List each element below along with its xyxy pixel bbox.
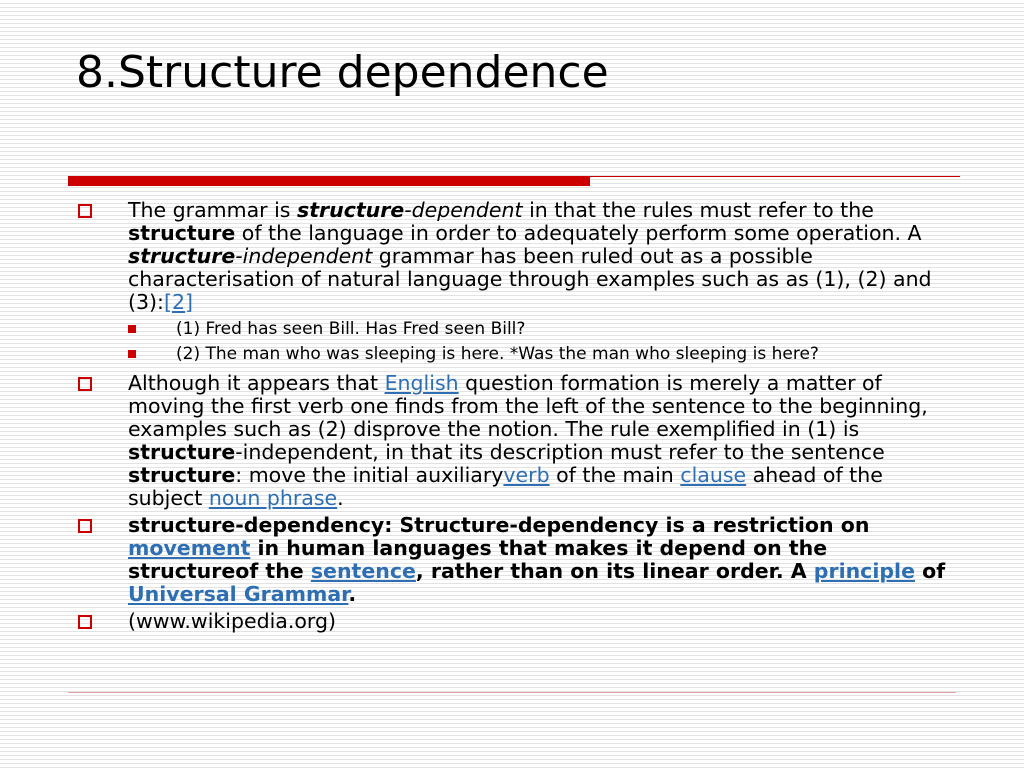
- emphasis-dependent: -dependent: [404, 198, 523, 222]
- hollow-square-bullet-icon: [78, 204, 92, 218]
- sub-bullet-item: [76, 320, 946, 339]
- link-sentence[interactable]: sentence: [310, 559, 416, 583]
- link-principle[interactable]: principle: [813, 559, 915, 583]
- emphasis-structure: structure: [128, 221, 236, 245]
- bottom-divider-line: [68, 692, 956, 693]
- emphasis-structure: structure: [128, 463, 236, 487]
- hollow-square-bullet-icon: [78, 377, 92, 391]
- sub-bullet-item: [76, 345, 946, 364]
- bullet-item: [76, 199, 946, 314]
- bullet-text: The grammar is structure-dependent in that the rules must refer to the structure of the language in order to adequately perform some operation. A structure-independent grammar has been ruled out as a possible characterisation of natural language through examples such as as (1), (2) and (3):[2]: [128, 198, 932, 314]
- link-english[interactable]: English: [384, 371, 459, 395]
- sub-bullet-text: (2) The man who was sleeping is here. *Was the man who sleeping is here?: [176, 344, 819, 364]
- slide-title: 8.Structure dependence: [76, 47, 609, 98]
- bullet-text: Although it appears that English question formation is merely a matter of moving the first verb one finds from the left of the sentence to the beginning, examples such as (2) disprove the notion. The rule exemplified in (1) is structure-independent, in that its description must refer to the sentence structure: move the initial auxiliaryverb of the main clause ahead of the subject noun phrase.: [128, 371, 928, 510]
- title-divider-bar: [68, 176, 590, 186]
- link-universal-grammar[interactable]: Universal Grammar: [128, 582, 349, 606]
- bullet-text: (www.wikipedia.org): [128, 609, 336, 633]
- filled-square-bullet-icon: [128, 350, 136, 358]
- emphasis-structure: structure: [128, 440, 236, 464]
- link-noun-phrase[interactable]: noun phrase: [208, 486, 338, 510]
- sub-bullet-text: (1) Fred has seen Bill. Has Fred seen Bill?: [176, 319, 526, 339]
- emphasis-independent: -independent: [235, 244, 373, 268]
- bullet-item: [76, 372, 946, 510]
- emphasis-structure: structure: [297, 198, 405, 222]
- emphasis-structure: structure: [128, 244, 236, 268]
- link-clause[interactable]: clause: [680, 463, 747, 487]
- slide-content: [76, 199, 946, 637]
- link-verb[interactable]: verb: [503, 463, 550, 487]
- filled-square-bullet-icon: [128, 325, 136, 333]
- hollow-square-bullet-icon: [78, 615, 92, 629]
- hollow-square-bullet-icon: [78, 519, 92, 533]
- footnote-link[interactable]: [2]: [163, 290, 193, 314]
- bullet-item: [76, 514, 946, 606]
- bullet-item: [76, 610, 946, 633]
- link-movement[interactable]: movement: [128, 536, 251, 560]
- bullet-text: structure-dependency: Structure-dependency is a restriction on movement in human languages that makes it depend on the structureof the sentence, rather than on its linear order. A principle of Universal Grammar.: [128, 513, 946, 606]
- title-divider-line: [590, 176, 960, 177]
